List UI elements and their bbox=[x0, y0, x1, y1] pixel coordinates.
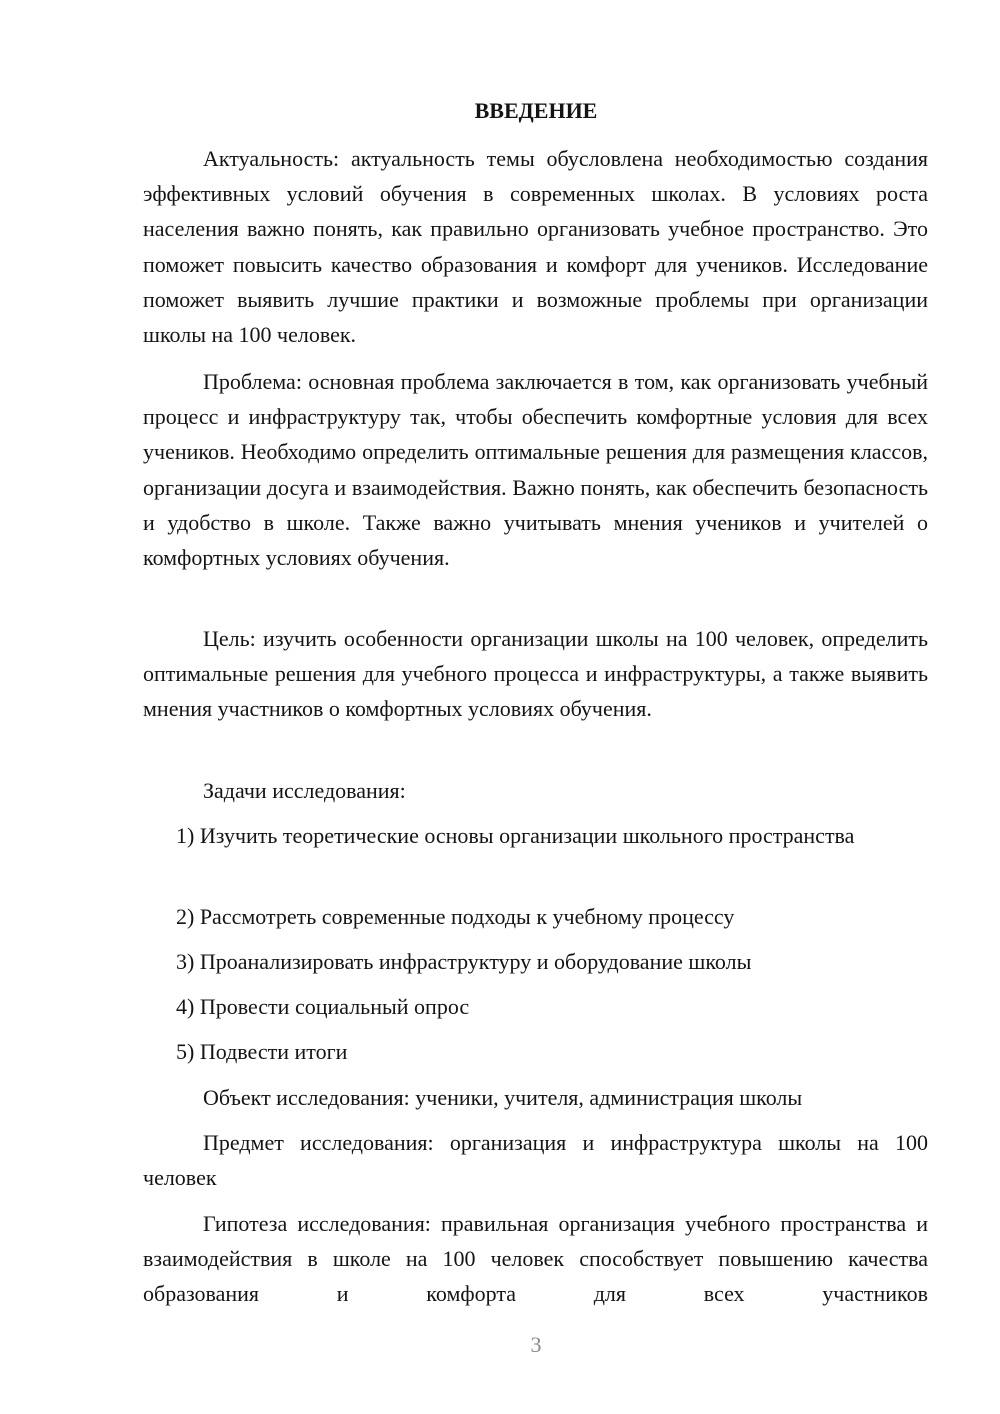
paragraph-goal: Цель: изучить особенности организации школы на 100 человек, определить оптимальные решения для учебного процесса и инфраструктуры, а также выявить мнения участников о комфортных условиях обучения. bbox=[143, 626, 928, 722]
paragraph-hypothesis: Гипотеза исследования: правильная организация учебного пространства и взаимодействия в школе на 100 человек способствует повышению качества образования и комфорта для всех участников bbox=[143, 1211, 928, 1307]
task-item-4: 4) Провести социальный опрос bbox=[176, 994, 470, 1019]
paragraph-problem: Проблема: основная проблема заключается в том, как организовать учебный процесс и инфраструктуру так, чтобы обеспечить комфортные условия для всех учеников. Необходимо определить оптимальные решения для размещения классов, организации досуга и взаимодействия. Важно понять, как обеспечить безопасность и удобство в школе. Также важно учитывать мнения учеников и учителей о комфортных условиях обучения. bbox=[143, 369, 928, 571]
task-item-2: 2) Рассмотреть современные подходы к учебному процессу bbox=[176, 904, 735, 929]
tasks-heading: Задачи исследования: bbox=[203, 778, 406, 803]
task-item-1: 1) Изучить теоретические основы организации школьного пространства bbox=[176, 823, 855, 848]
section-title: ВВЕДЕНИЕ bbox=[474, 98, 598, 123]
task-item-3: 3) Проанализировать инфраструктуру и оборудование школы bbox=[176, 949, 752, 974]
page-number: 3 bbox=[530, 1332, 542, 1357]
paragraph-relevance: Актуальность: актуальность темы обусловлена необходимостью создания эффективных условий обучения в современных школах. В условиях роста населения важно понять, как правильно организовать учебное пространство. Это поможет повысить качество образования и комфорт для учеников. Исследование поможет выявить лучшие практики и возможные проблемы при организации школы на 100 человек. bbox=[143, 146, 928, 348]
paragraph-object: Объект исследования: ученики, учителя, администрация школы bbox=[203, 1085, 803, 1110]
task-item-5: 5) Подвести итоги bbox=[176, 1039, 348, 1064]
paragraph-subject: Предмет исследования: организация и инфраструктура школы на 100 человек bbox=[143, 1130, 928, 1191]
